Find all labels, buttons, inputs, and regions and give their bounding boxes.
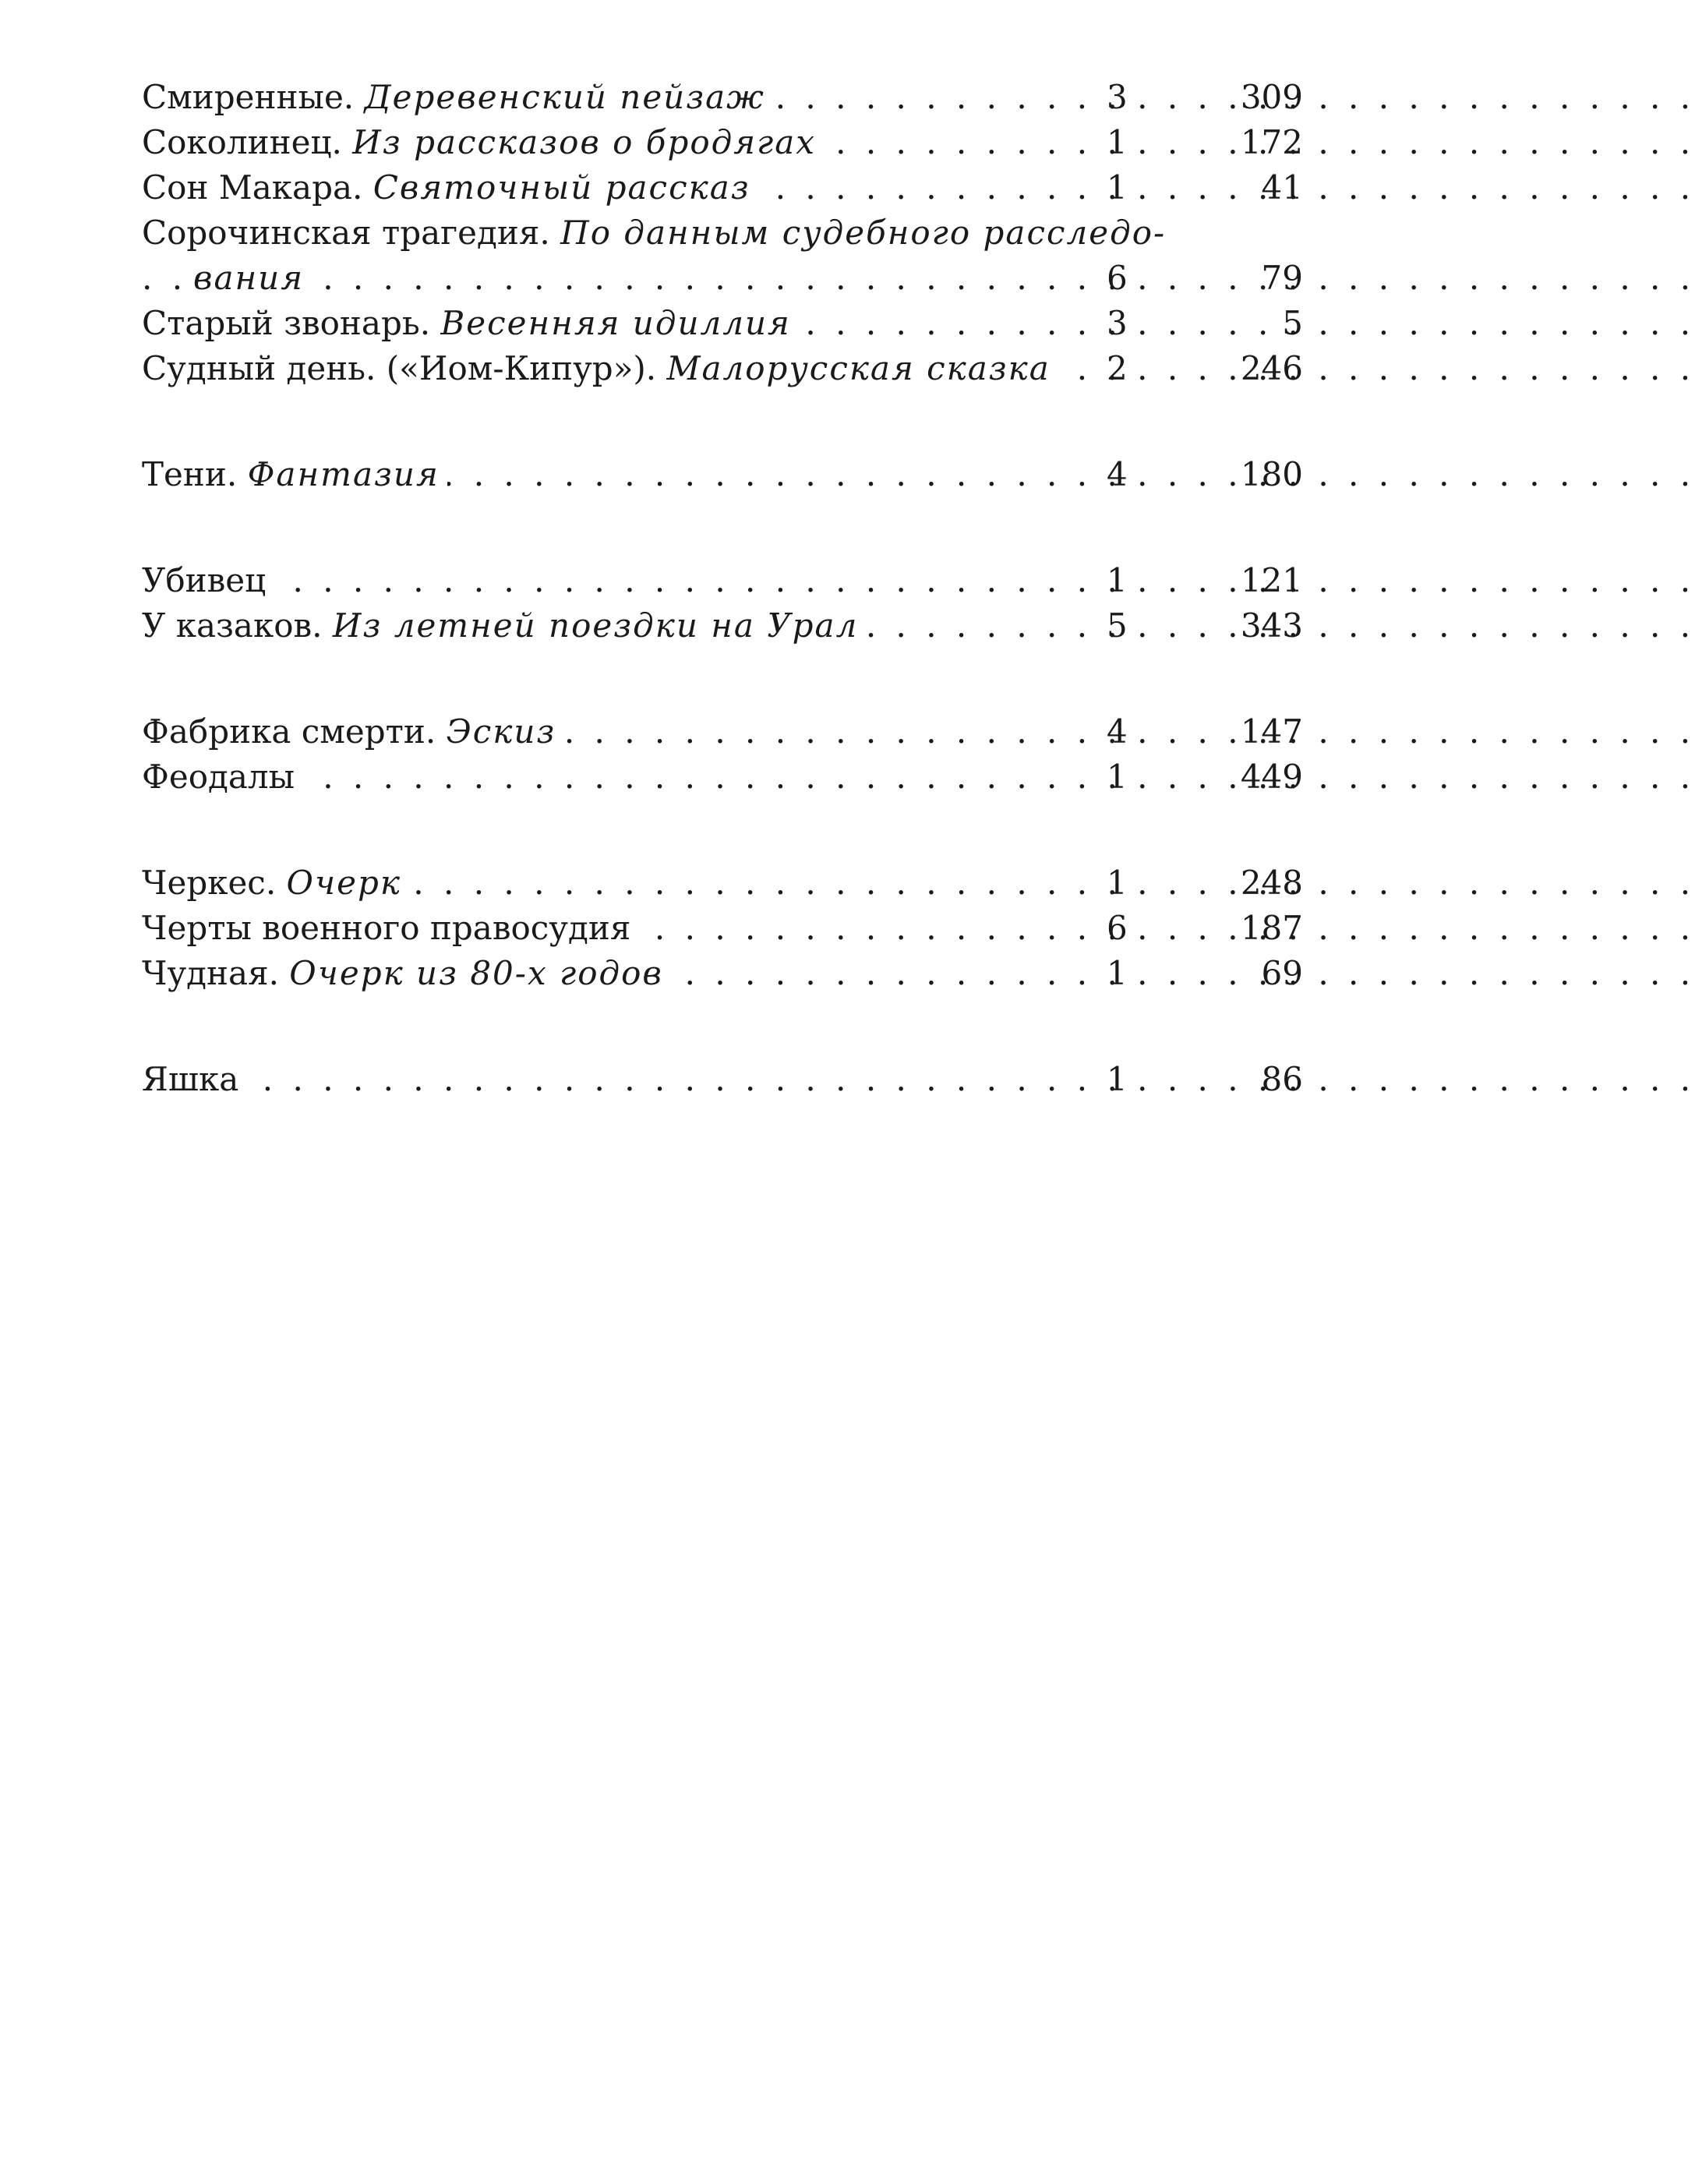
entry-subtitle: Фантазия: [247, 455, 440, 493]
entry-page: 41: [1261, 168, 1303, 207]
entry-title: Яшка: [142, 1060, 239, 1098]
index-group-ya: [142, 1057, 1303, 1102]
entry-page: 309: [1240, 78, 1303, 116]
entry-subtitle: Очерк: [286, 864, 401, 902]
index-entry: [142, 951, 1303, 996]
entry-volume: 4: [1107, 712, 1128, 751]
index-entry: [142, 452, 1303, 497]
entry-title: Черкес.: [142, 864, 287, 902]
entry-volume: 1: [1107, 954, 1128, 992]
entry-subtitle: Очерк из 80-х годов: [289, 954, 663, 992]
entry-title: Убивец: [142, 561, 267, 599]
index-entry: [142, 301, 1303, 346]
entry-volume: 5: [1107, 606, 1128, 645]
entry-subtitle: Из летней поездки на Урал: [332, 606, 859, 645]
entry-page: 69: [1261, 954, 1303, 992]
entry-volume: 4: [1107, 455, 1128, 493]
index-group-f: [142, 709, 1303, 800]
index-entry: [142, 709, 1303, 755]
entry-subtitle: По данным судебного расследо-: [560, 214, 1167, 252]
entry-title: Чудная.: [142, 954, 290, 992]
entry-page: 246: [1240, 349, 1303, 387]
index-entry: [142, 906, 1303, 951]
entry-page: 449: [1240, 758, 1303, 796]
index-group-t: [142, 452, 1303, 497]
entry-title: Соколинец.: [142, 123, 353, 161]
entry-volume: 6: [1107, 909, 1128, 947]
entry-title: Судный день. («Иом-Кипур»).: [142, 349, 667, 387]
entry-page: 79: [1261, 259, 1303, 297]
entry-subtitle: вания: [193, 259, 305, 297]
entry-subtitle: Малорусская сказка: [666, 349, 1051, 387]
entry-page: 248: [1240, 864, 1303, 902]
entry-volume: 2: [1107, 349, 1128, 387]
entry-volume: 1: [1107, 758, 1128, 796]
entry-page: 343: [1240, 606, 1303, 645]
index-group-u: [142, 558, 1303, 648]
entry-volume: 1: [1107, 561, 1128, 599]
index-entry: [142, 75, 1303, 120]
entry-volume: 1: [1107, 123, 1128, 161]
entry-title: У казаков.: [142, 606, 333, 645]
index-entry: [142, 165, 1303, 210]
index-entry: [142, 603, 1303, 648]
index-entry: [142, 1057, 1303, 1102]
entry-volume: 3: [1107, 304, 1128, 342]
entry-volume: 1: [1107, 1060, 1128, 1098]
entry-subtitle: Весенняя идиллия: [440, 304, 791, 342]
entry-title: Старый звонарь.: [142, 304, 441, 342]
entry-title: Феодалы: [142, 758, 295, 796]
index-group-s: [142, 75, 1303, 391]
entry-page: 121: [1240, 561, 1303, 599]
contents-index: [142, 75, 1303, 1163]
entry-page: 172: [1240, 123, 1303, 161]
entry-page: 147: [1240, 712, 1303, 751]
entry-title: Сорочинская трагедия.: [142, 214, 561, 252]
entry-title: Сон Макара.: [142, 168, 373, 207]
index-entry: [142, 210, 1303, 256]
entry-title: Фабрика смерти.: [142, 712, 447, 751]
entry-subtitle: Деревенский пейзаж: [364, 78, 765, 116]
entry-volume: 3: [1107, 78, 1128, 116]
entry-page: 5: [1282, 304, 1303, 342]
index-entry: [142, 120, 1303, 165]
entry-volume: 1: [1107, 168, 1128, 207]
index-group-ch: [142, 861, 1303, 996]
entry-page: 187: [1240, 909, 1303, 947]
index-entry-continuation: [142, 256, 1303, 301]
entry-volume: 6: [1107, 259, 1128, 297]
index-entry: [142, 346, 1303, 391]
entry-subtitle: Эскиз: [446, 712, 556, 751]
entry-page: 86: [1261, 1060, 1303, 1098]
entry-subtitle: Из рассказов о бродягах: [352, 123, 816, 161]
entry-subtitle: Святочный рассказ: [373, 168, 750, 207]
entry-title: Черты военного правосудия: [142, 909, 631, 947]
entry-title: Смиренные.: [142, 78, 365, 116]
entry-volume: 1: [1107, 864, 1128, 902]
entry-page: 180: [1240, 455, 1303, 493]
entry-title: Тени.: [142, 455, 248, 493]
index-entry: [142, 558, 1303, 603]
index-entry: [142, 755, 1303, 800]
index-entry: [142, 861, 1303, 906]
